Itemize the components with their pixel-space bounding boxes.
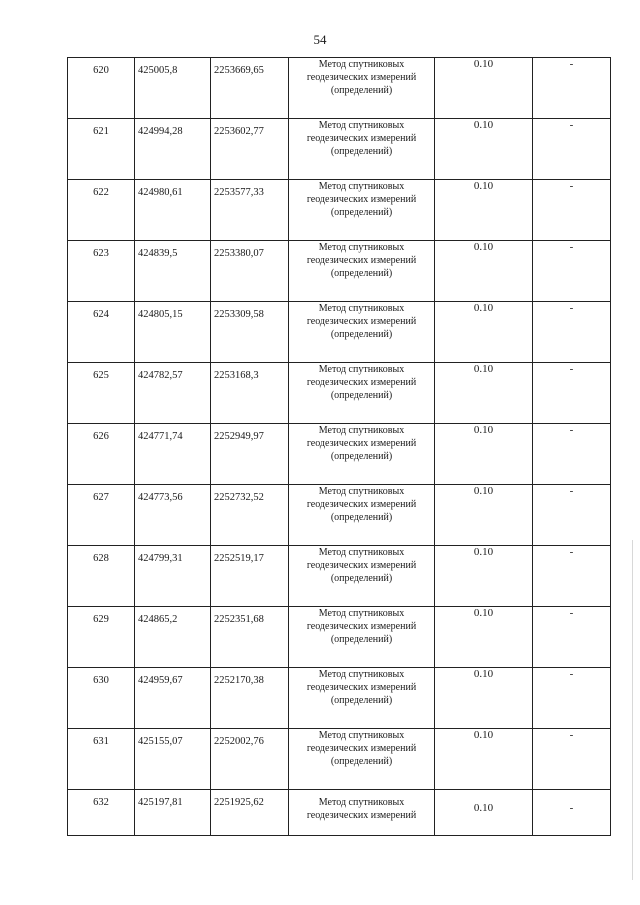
point-number: 624 [93,309,109,320]
x-coordinate-cell [135,607,211,668]
extra-value: - [569,485,574,497]
y-coordinate-cell [211,424,289,485]
x-coordinate: 424799,31 [138,553,183,564]
y-coordinate: 2253380,07 [214,248,264,259]
y-coordinate: 2253309,58 [214,309,264,320]
y-coordinate-cell [211,729,289,790]
y-coordinate: 2252002,76 [214,736,264,747]
y-coordinate-cell [211,119,289,180]
method-cell [289,485,435,546]
x-coordinate-cell [135,729,211,790]
table-row [68,241,611,302]
y-coordinate: 2253669,65 [214,65,264,76]
table-row [68,363,611,424]
x-coordinate-cell [135,546,211,607]
extra-cell [533,119,611,180]
accuracy-value: 0.10 [473,607,494,619]
point-number: 626 [93,431,109,442]
point-number-cell [68,424,135,485]
x-coordinate-cell [135,424,211,485]
method-cell [289,729,435,790]
extra-cell [533,58,611,119]
accuracy-value: 0.10 [473,58,494,70]
y-coordinate: 2252949,97 [214,431,264,442]
x-coordinate: 425197,81 [138,797,183,808]
extra-cell [533,729,611,790]
accuracy-cell [435,546,533,607]
point-number: 621 [93,126,109,137]
y-coordinate-cell [211,58,289,119]
y-coordinate: 2253168,3 [214,370,259,381]
extra-cell [533,607,611,668]
point-number: 623 [93,248,109,259]
point-number: 620 [93,65,109,76]
extra-cell [533,302,611,363]
x-coordinate: 424980,61 [138,187,183,198]
table-row [68,546,611,607]
point-number: 627 [93,492,109,503]
method-text: Метод спутниковых геодезических измерений (определений) [306,242,417,279]
y-coordinate-cell [211,485,289,546]
table-row [68,58,611,119]
method-cell [289,180,435,241]
y-coordinate: 2253602,77 [214,126,264,137]
x-coordinate: 424994,28 [138,126,183,137]
method-cell [289,668,435,729]
x-coordinate: 425005,8 [138,65,178,76]
point-number-cell [68,485,135,546]
accuracy-value: 0.10 [473,241,494,253]
extra-cell [533,363,611,424]
page-number: 54 [313,32,327,47]
point-number-cell [68,119,135,180]
extra-value: - [569,302,574,314]
point-number-cell [68,607,135,668]
accuracy-value: 0.10 [473,363,494,375]
x-coordinate-cell [135,119,211,180]
accuracy-cell [435,363,533,424]
accuracy-value: 0.10 [473,729,494,741]
point-number-cell [68,668,135,729]
x-coordinate: 424771,74 [138,431,183,442]
point-number: 629 [93,614,109,625]
extra-value: - [569,546,574,558]
x-coordinate-cell [135,790,211,836]
accuracy-cell [435,58,533,119]
x-coordinate-cell [135,485,211,546]
extra-value: - [569,729,574,741]
point-number-cell [68,241,135,302]
extra-value: - [569,241,574,253]
y-coordinate-cell [211,668,289,729]
extra-value: - [569,363,574,375]
point-number-cell [68,790,135,836]
accuracy-value: 0.10 [473,485,494,497]
y-coordinate-cell [211,607,289,668]
y-coordinate: 2252519,17 [214,553,264,564]
y-coordinate: 2253577,33 [214,187,264,198]
point-number-cell [68,363,135,424]
x-coordinate: 424839,5 [138,248,178,259]
method-text: Метод спутниковых геодезических измерений (определений) [306,486,417,523]
extra-value: - [569,180,574,192]
method-cell [289,546,435,607]
accuracy-cell [435,424,533,485]
y-coordinate-cell [211,180,289,241]
method-cell [289,119,435,180]
y-coordinate: 2252170,38 [214,675,264,686]
method-text: Метод спутниковых геодезических измерений (определений) [306,608,417,645]
y-coordinate: 2251925,62 [214,797,264,808]
table-row [68,607,611,668]
extra-value: - [569,802,574,814]
extra-cell [533,790,611,836]
x-coordinate: 424959,67 [138,675,183,686]
point-number-cell [68,302,135,363]
point-number-cell [68,180,135,241]
accuracy-value: 0.10 [473,424,494,436]
method-cell [289,363,435,424]
point-number: 630 [93,675,109,686]
extra-cell [533,424,611,485]
accuracy-cell [435,241,533,302]
point-number: 625 [93,370,109,381]
method-text: Метод спутниковых геодезических измерений (определений) [306,120,417,157]
accuracy-cell [435,302,533,363]
accuracy-cell [435,485,533,546]
point-number-cell [68,546,135,607]
extra-cell [533,546,611,607]
accuracy-cell [435,180,533,241]
accuracy-value: 0.10 [473,546,494,558]
x-coordinate: 424782,57 [138,370,183,381]
x-coordinate-cell [135,180,211,241]
accuracy-cell [435,607,533,668]
method-cell [289,58,435,119]
method-cell [289,424,435,485]
point-number: 631 [93,736,109,747]
scan-edge-line [632,540,633,880]
table-row [68,302,611,363]
method-cell [289,607,435,668]
accuracy-value: 0.10 [473,302,494,314]
extra-value: - [569,424,574,436]
y-coordinate: 2252351,68 [214,614,264,625]
method-cell [289,241,435,302]
x-coordinate-cell [135,363,211,424]
x-coordinate-cell [135,241,211,302]
method-text: Метод спутниковых геодезических измерений [306,797,417,821]
table-row [68,790,611,836]
method-text: Метод спутниковых геодезических измерений (определений) [306,730,417,767]
point-number: 622 [93,187,109,198]
y-coordinate: 2252732,52 [214,492,264,503]
x-coordinate-cell [135,302,211,363]
extra-cell [533,668,611,729]
accuracy-cell [435,790,533,836]
method-text: Метод спутниковых геодезических измерений (определений) [306,181,417,218]
table-row [68,668,611,729]
y-coordinate-cell [211,241,289,302]
method-cell [289,790,435,836]
extra-value: - [569,668,574,680]
method-cell [289,302,435,363]
method-text: Метод спутниковых геодезических измерений (определений) [306,669,417,706]
extra-value: - [569,607,574,619]
table-row [68,119,611,180]
accuracy-value: 0.10 [473,802,494,814]
x-coordinate: 425155,07 [138,736,183,747]
accuracy-cell [435,729,533,790]
x-coordinate-cell [135,58,211,119]
method-text: Метод спутниковых геодезических измерений (определений) [306,425,417,462]
accuracy-cell [435,668,533,729]
extra-cell [533,485,611,546]
y-coordinate-cell [211,302,289,363]
extra-cell [533,241,611,302]
y-coordinate-cell [211,546,289,607]
table-row [68,729,611,790]
table-row [68,180,611,241]
method-text: Метод спутниковых геодезических измерений (определений) [306,547,417,584]
extra-cell [533,180,611,241]
point-number: 632 [93,797,109,808]
method-text: Метод спутниковых геодезических измерений (определений) [306,303,417,340]
x-coordinate: 424865,2 [138,614,178,625]
point-number-cell [68,729,135,790]
extra-value: - [569,58,574,70]
accuracy-value: 0.10 [473,180,494,192]
table-row [68,485,611,546]
y-coordinate-cell [211,363,289,424]
extra-value: - [569,119,574,131]
method-text: Метод спутниковых геодезических измерений (определений) [306,59,417,96]
accuracy-value: 0.10 [473,668,494,680]
point-number: 628 [93,553,109,564]
x-coordinate: 424805,15 [138,309,183,320]
table-row [68,424,611,485]
x-coordinate-cell [135,668,211,729]
x-coordinate: 424773,56 [138,492,183,503]
accuracy-cell [435,119,533,180]
method-text: Метод спутниковых геодезических измерений (определений) [306,364,417,401]
coordinates-table [67,57,611,836]
y-coordinate-cell [211,790,289,836]
point-number-cell [68,58,135,119]
accuracy-value: 0.10 [473,119,494,131]
